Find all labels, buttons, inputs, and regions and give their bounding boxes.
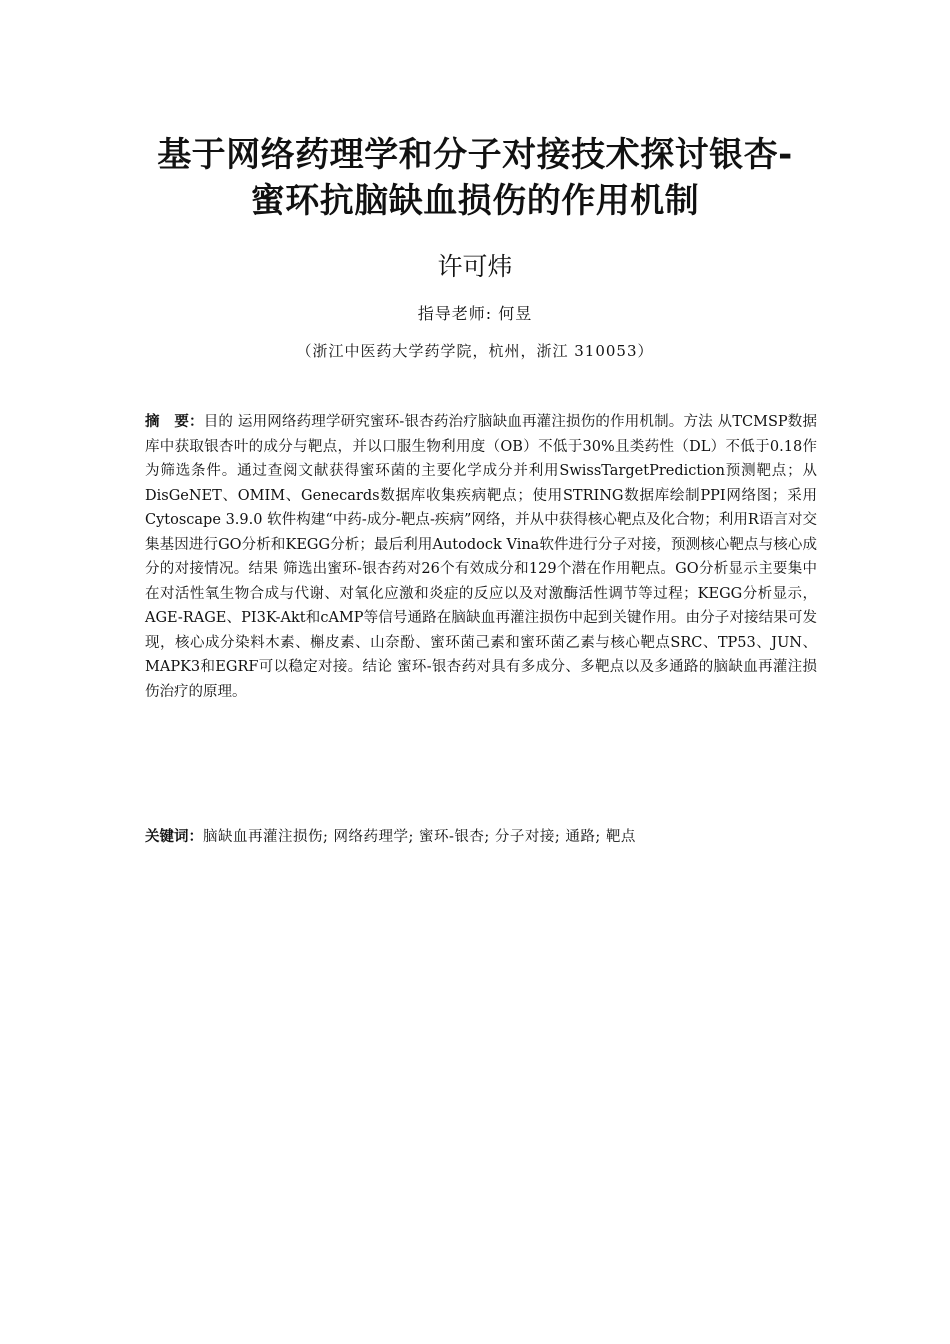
- title-line-2: 蜜环抗脑缺血损伤的作用机制: [250, 181, 700, 221]
- advisor-line: 指导老师: 何昱: [417, 304, 533, 323]
- keywords-line: [145, 825, 817, 849]
- keywords-list: 脑缺血再灌注损伤; 网络药理学; 蜜环-银杏; 分子对接; 通路; 靶点: [203, 829, 636, 845]
- abstract-body: 目的 运用网络药理学研究蜜环-银杏药治疗脑缺血再灌注损伤的作用机制。方法 从TCMSP数据库中获取银杏叶的成分与靶点，并以口服生物利用度（OB）不低于30%且类药性（DL）不低于0.18作为筛选条件。通过查阅文献获得蜜环菌的主要化学成分并利用SwissTargetPrediction预测靶点；从DisGeNET、OMIM、Genecards数据库收集疾病靶点；使用STRING数据库绘制PPI网络图；采用Cytoscape 3.9.0 软件构建“中药-成分-靶点-疾病”网络，并从中获得核心靶点及化合物；利用R语言对交集基因进行GO分析和KEGG分析；最后利用Autodock Vina软件进行分子对接，预测核心靶点与核心成分的对接情况。结果 筛选出蜜环-银杏药对26个有效成分和129个潜在作用靶点。GO分析显示主要集中在对活性氧生物合成与代谢、对氧化应激和炎症的反应以及对激酶活性调节等过程；KEGG分析显示，AGE-RAGE、PI3K-Akt和cAMP等信号通路在脑缺血再灌注损伤中起到关键作用。由分子对接结果可发现，核心成分染料木素、槲皮素、山奈酚、蜜环菌己素和蜜环菌乙素与核心靶点SRC、TP53、JUN、MAPK3和EGRF可以稳定对接。结论 蜜环-银杏药对具有多成分、多靶点以及多通路的脑缺血再灌注损伤治疗的原理。: [145, 414, 817, 700]
- keywords-label: 关键词：: [145, 829, 203, 845]
- title-line-1: 基于网络药理学和分子对接技术探讨银杏-: [157, 135, 793, 175]
- abstract-label: 摘 要：: [145, 414, 204, 430]
- abstract-paragraph: [145, 410, 817, 704]
- affiliation-line: （浙江中医药大学药学院，杭州，浙江 310053）: [296, 342, 654, 360]
- author-name: 许可炜: [437, 252, 513, 281]
- paper-title: [120, 132, 830, 224]
